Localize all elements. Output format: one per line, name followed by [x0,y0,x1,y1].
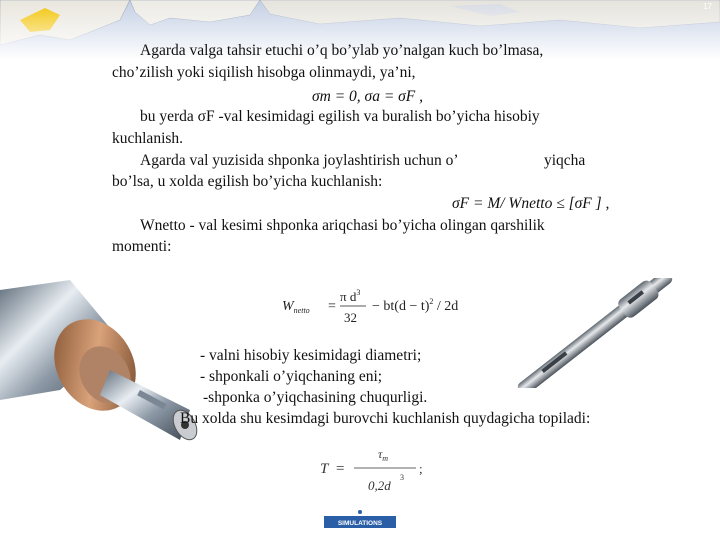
svg-text:Wnetto: $W_{netto}$ [282,299,310,315]
svg-text:π d3: π $d^3$ [340,288,361,304]
torsion-line: Bu xolda shu kesimdagi burovchi kuchlanish quydagicha topiladi: [180,410,591,427]
svg-text:SIMULATIONS: SIMULATIONS [337,520,383,527]
slide-number: 17 [703,2,712,11]
svg-text:τm: $\tau_m$ [378,447,389,463]
definition-b: - shponkali o’yiqchaning eni; [200,368,383,385]
para4-line2: momenti: [112,238,172,255]
svg-text:=: = [336,461,345,477]
definition-t: -shponka o’yiqchasining chuqurligi. [203,389,428,406]
svg-text:0,2d: 0,2d [368,478,391,492]
svg-text:;: ; [419,461,423,476]
para1-line2: cho’zilish yoki siqilish hisobga olinmaydi, ya’ni, [112,64,416,81]
para2-line1: bu yerda σF -val kesimidagi egilish va buralish bo’yicha hisobiy [140,108,540,125]
svg-text:− bt(d − t)2 / 2d: − $bt(d - t)^2 / 2d$ [372,297,459,314]
sigma-formula: σm = 0, σa = σF , [312,88,424,105]
roller-shaft-photo [0,280,200,455]
keyed-shaft-photo [490,278,700,388]
sigmaF-formula: σF = M/ Wnetto ≤ [σF ] , [452,195,610,212]
para2-line2: kuchlanish. [112,130,184,147]
para3-line2: bo’lsa, u xolda egilish bo’yicha kuchlanish: [112,173,383,190]
simulations-logo [324,508,396,534]
para4-line1: Wnetto - val kesimi shponka ariqchasi bo’yicha olingan qarshilik [140,217,545,234]
svg-text:3: 3 [400,473,404,482]
para1-line1: Agarda valga tahsir etuchi o’q bo’ylab yo’nalgan kuch bo’lmasa, [140,42,544,59]
svg-text:32: 32 [344,310,357,325]
para3-line1a: Agarda val yuzisida shponka joylashtirish uchun o’ [140,152,459,169]
para3-line1b: yiqcha [544,152,586,169]
definition-d: - valni hisobiy kesimidagi diametri; [200,347,422,364]
wnetto-formula [280,284,480,326]
torsion-formula [318,446,428,492]
svg-text:=: = [328,299,336,314]
svg-text:T: T [320,461,329,477]
